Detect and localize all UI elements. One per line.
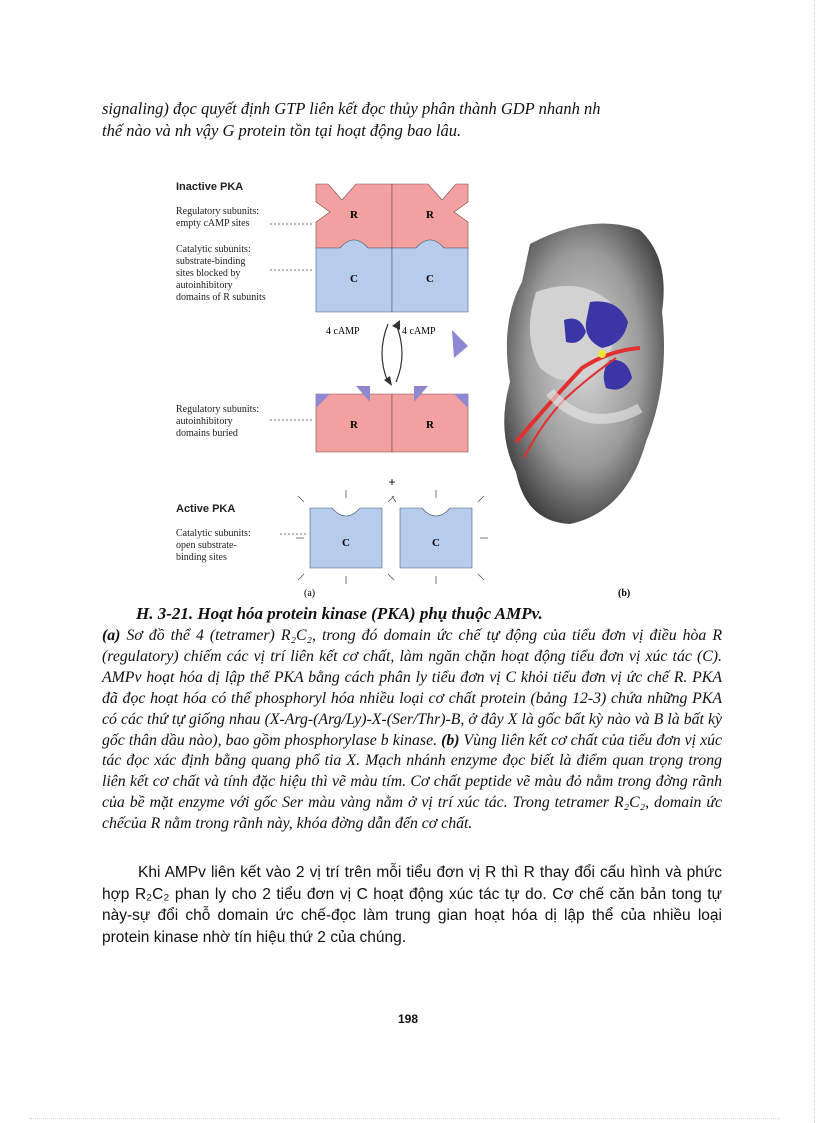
pka-figure <box>170 172 670 602</box>
inactive-tetramer <box>316 184 468 312</box>
reg-buried-line-2: autoinhibitory <box>176 416 233 427</box>
cat-label-line-5: domains of R subunits <box>176 292 266 303</box>
panel-b-label: (b) <box>618 588 631 599</box>
c-letter-2: C <box>426 273 434 285</box>
page-edge-divider <box>814 0 815 1123</box>
caption-part-a: Sơ đồ thể 4 (tetramer) R₂C₂, trong đó domain ức chế tự động của tiểu đơn vị điều hòa R (regulatory) chiếm các vị trí liên kết cơ chất, làm ngăn chặn hoạt động tiểu đơn vị xúc tác (C). AMPv hoạt hóa dị lập thể PKA bằng cách phân ly tiểu đơn vị C khỏi tiểu đơn vị ức chế R. PKA đã đọc hoạt hóa có thể phosphoryl hóa nhiều loại cơ chất protein (bảng 12-3) chứa những PKA có các thứ tự giống nhau (X-Arg-(Arg/Ly)-X-(Ser/Thr)-B, ở đây X là gốc bất kỳ nào và B là bất kỳ gốc thân dầu nào), bao gồm phosphorylase b kinase. <box>102 627 722 749</box>
caption-a-label: (a) <box>102 627 121 644</box>
inactive-pka-title: Inactive PKA <box>176 181 244 193</box>
reg-buried-line-3: domains buried <box>176 428 238 439</box>
camp-label-right: 4 cAMP <box>402 326 436 337</box>
figure-caption-title: H. 3-21. Hoạt hóa protein kinase (PKA) phụ thuộc AMPv. <box>136 604 543 623</box>
active-label-line-1: Catalytic subunits: <box>176 528 251 539</box>
reg-label-line-2: empty cAMP sites <box>176 218 250 229</box>
cat-label-line-3: sites blocked by <box>176 268 241 279</box>
c-letter-4: C <box>432 537 440 549</box>
reg-buried-line-1: Regulatory subunits: <box>176 404 260 415</box>
cat-label-line-1: Catalytic subunits: <box>176 244 251 255</box>
active-label-line-2: open substrate- <box>176 540 237 551</box>
c-letter-1: C <box>350 273 358 285</box>
caption-part-b: Vùng liên kết cơ chất của tiểu đơn vị xúc tác đọc xác định bằng quang phổ tia X. Mạch nhánh enzyme đọc biết là điểm quan trọng trong liên kết cơ chất và tính đặc hiệu thì vẽ màu tím. Cơ chất peptide vẽ màu đỏ nằm trong đờng rãnh của bề mặt enzyme với gốc Ser màu vàng nằm ở vị trí xúc tác. Trong tetramer R₂C₂, domain ức chếcủa R nằm trong rãnh này, khóa đờng dẫn đến cơ chất. <box>102 731 722 833</box>
active-pka-title: Active PKA <box>176 503 236 515</box>
camp-label-left: 4 cAMP <box>326 326 360 337</box>
active-catalytic-subunits <box>296 490 488 584</box>
r-letter-2: R <box>426 209 434 221</box>
intro-line-2: thế nào và nh vậy G protein tồn tại hoạt động bao lâu. <box>102 121 462 140</box>
regulatory-dimer <box>316 386 468 452</box>
caption-b-label: (b) <box>441 731 460 749</box>
figure-caption-body <box>102 626 722 835</box>
r-letter-4: R <box>426 419 434 431</box>
reg-label-line-1: Regulatory subunits: <box>176 206 260 217</box>
pka-figure-svg <box>170 172 670 602</box>
intro-paragraph <box>102 98 722 142</box>
r-letter-3: R <box>350 419 358 431</box>
body-paragraph: Khi AMPv liên kết vào 2 vị trí trên mỗi tiểu đơn vị R thì R thay đổi cấu hình và phức hợp R₂C₂ phan ly cho 2 tiểu đơn vị C hoạt động xúc tác tự do. Cơ chế căn bản tong tự này-sự đổi chỗ domain ức chế-đọc làm trung gian hoạt hóa dị lập thể của nhiều loại protein kinase nhờ tín hiệu thứ 2 của chúng. <box>102 864 722 946</box>
page-footer-divider <box>30 1118 780 1119</box>
active-label-line-3: binding sites <box>176 552 227 563</box>
cat-label-line-4: autoinhibitory <box>176 280 233 291</box>
c-letter-3: C <box>342 537 350 549</box>
plus-sign: + <box>388 475 396 489</box>
camp-molecule-icon <box>452 330 468 358</box>
cat-label-line-2: substrate-binding <box>176 256 246 267</box>
equilibrium-arrows <box>326 320 468 386</box>
panel-a-label: (a) <box>304 588 316 599</box>
intro-line-1: signaling) đọc quyết định GTP liên kết đọc thủy phân thành GDP nhanh nh <box>102 99 601 118</box>
crystal-structure-image <box>504 224 664 524</box>
page-number: 198 <box>397 1012 419 1026</box>
r-letter-1: R <box>350 209 358 221</box>
